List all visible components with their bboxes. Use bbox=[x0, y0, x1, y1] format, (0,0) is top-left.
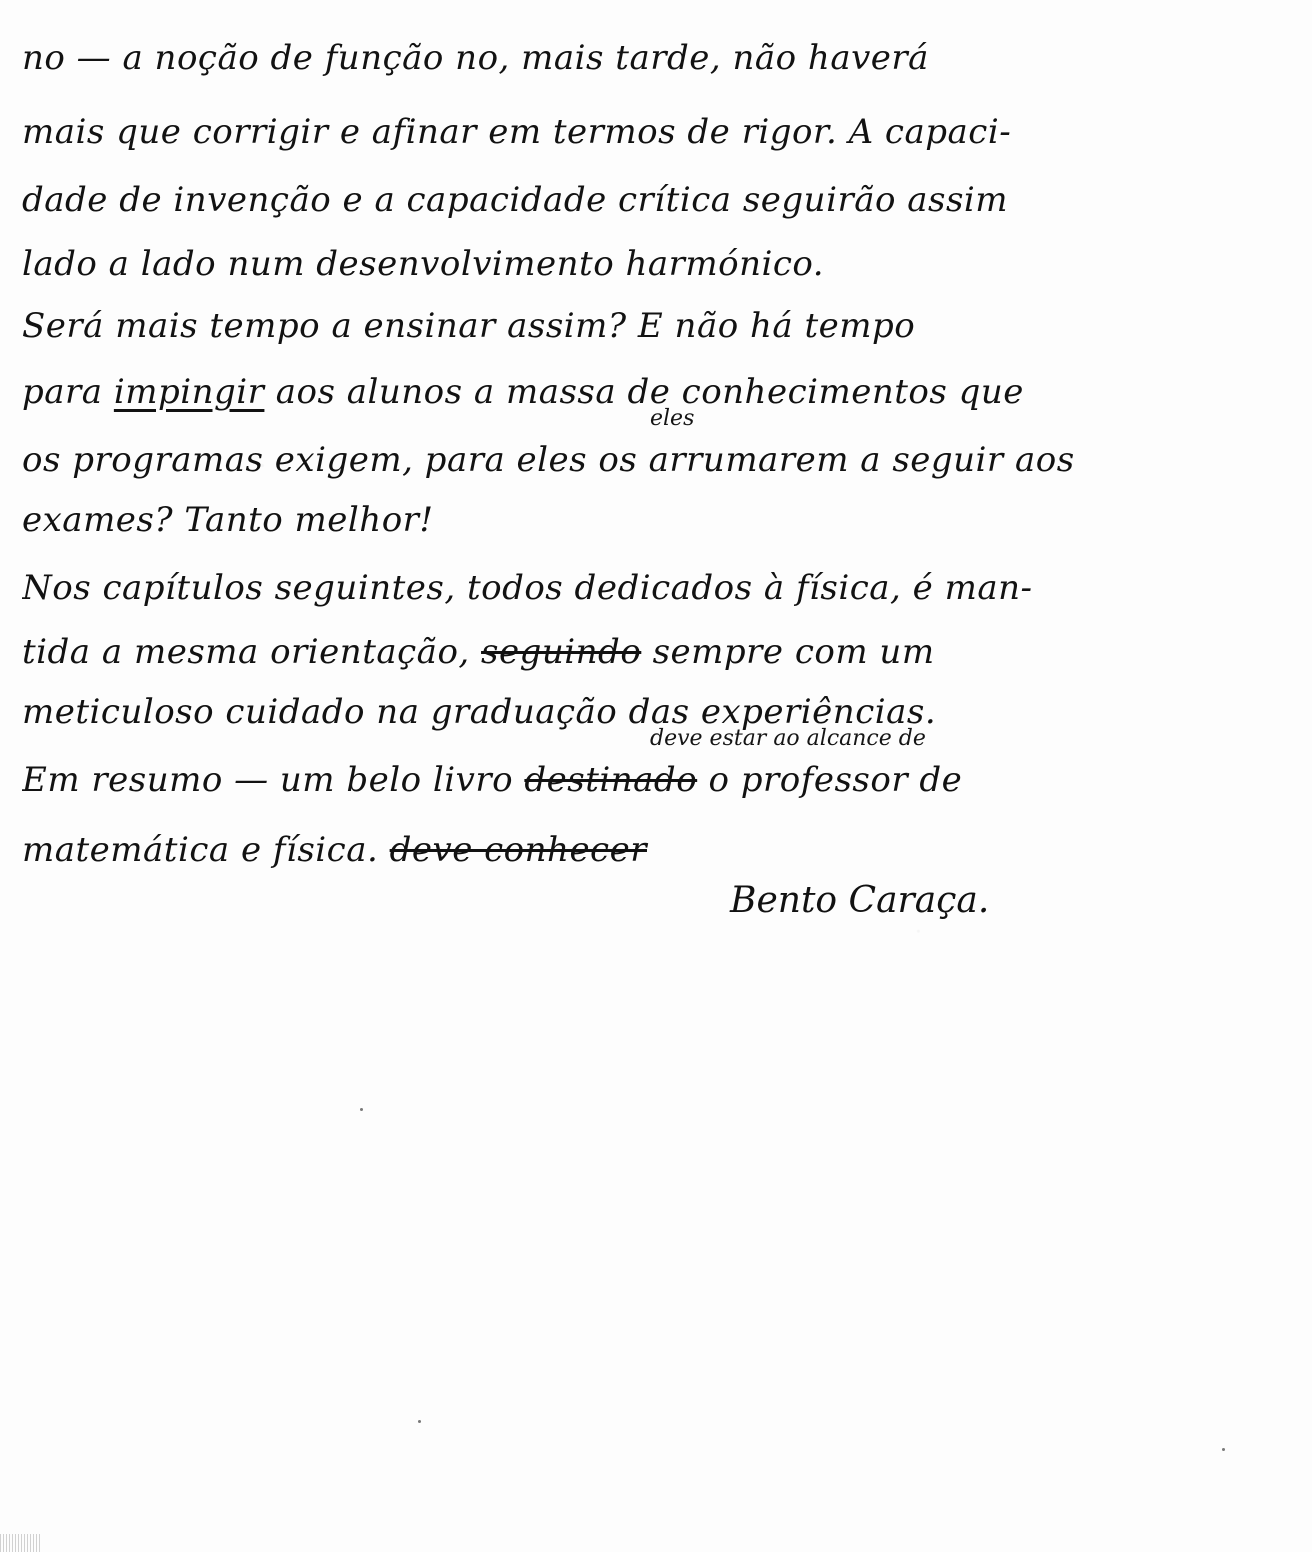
manuscript-line-5: Será mais tempo a ensinar assim? E não há tempo bbox=[22, 306, 916, 346]
manuscript-line-13 bbox=[22, 830, 1284, 870]
manuscript-line-8: exames? Tanto melhor! bbox=[22, 500, 434, 540]
line-6-rest: aos alunos a massa de conhecimentos que bbox=[275, 372, 1024, 412]
manuscript-line-12 bbox=[22, 760, 1284, 800]
manuscript-line-11: meticuloso cuidado na graduação das experiências. bbox=[22, 692, 937, 732]
manuscript-line-1: no — a noção de função no, mais tarde, não haverá bbox=[22, 38, 929, 78]
line-6-start: para bbox=[22, 372, 103, 412]
author-signature: Bento Caraça. bbox=[730, 880, 990, 921]
manuscript-line-7: os programas exigem, para eles os arrumarem a seguir aos bbox=[22, 440, 1075, 480]
manuscript-line-9: Nos capítulos seguintes, todos dedicados à física, é man- bbox=[22, 568, 1033, 608]
manuscript-line-2: mais que corrigir e afinar em termos de rigor. A capaci- bbox=[22, 112, 1012, 152]
struck-phrase: deve conhecer bbox=[389, 830, 647, 870]
scan-speck bbox=[1222, 1448, 1225, 1451]
line-10-start: tida a mesma orientação, bbox=[22, 632, 470, 672]
struck-word-destinado: destinado bbox=[524, 760, 698, 800]
interlinear-insertion-eles: eles bbox=[650, 406, 695, 431]
interlinear-insertion-ao-alcance: deve estar ao alcance de bbox=[650, 726, 926, 751]
manuscript-line-3: dade de invenção e a capacidade crítica seguirão assim bbox=[22, 180, 1009, 220]
scan-speck bbox=[418, 1420, 421, 1423]
manuscript-line-4: lado a lado num desenvolvimento harmónico. bbox=[22, 244, 825, 284]
manuscript-line-10 bbox=[22, 632, 1284, 672]
struck-word: seguindo bbox=[481, 632, 642, 672]
line-12-start: Em resumo — um belo livro bbox=[22, 760, 514, 800]
line-10-end: sempre com um bbox=[652, 632, 935, 672]
underlined-word: impingir bbox=[113, 372, 265, 412]
line-13-start: matemática e física. bbox=[22, 830, 379, 870]
scan-speck bbox=[360, 1108, 363, 1111]
line-12-end: o professor de bbox=[708, 760, 963, 800]
scan-edge-noise bbox=[0, 1534, 40, 1552]
